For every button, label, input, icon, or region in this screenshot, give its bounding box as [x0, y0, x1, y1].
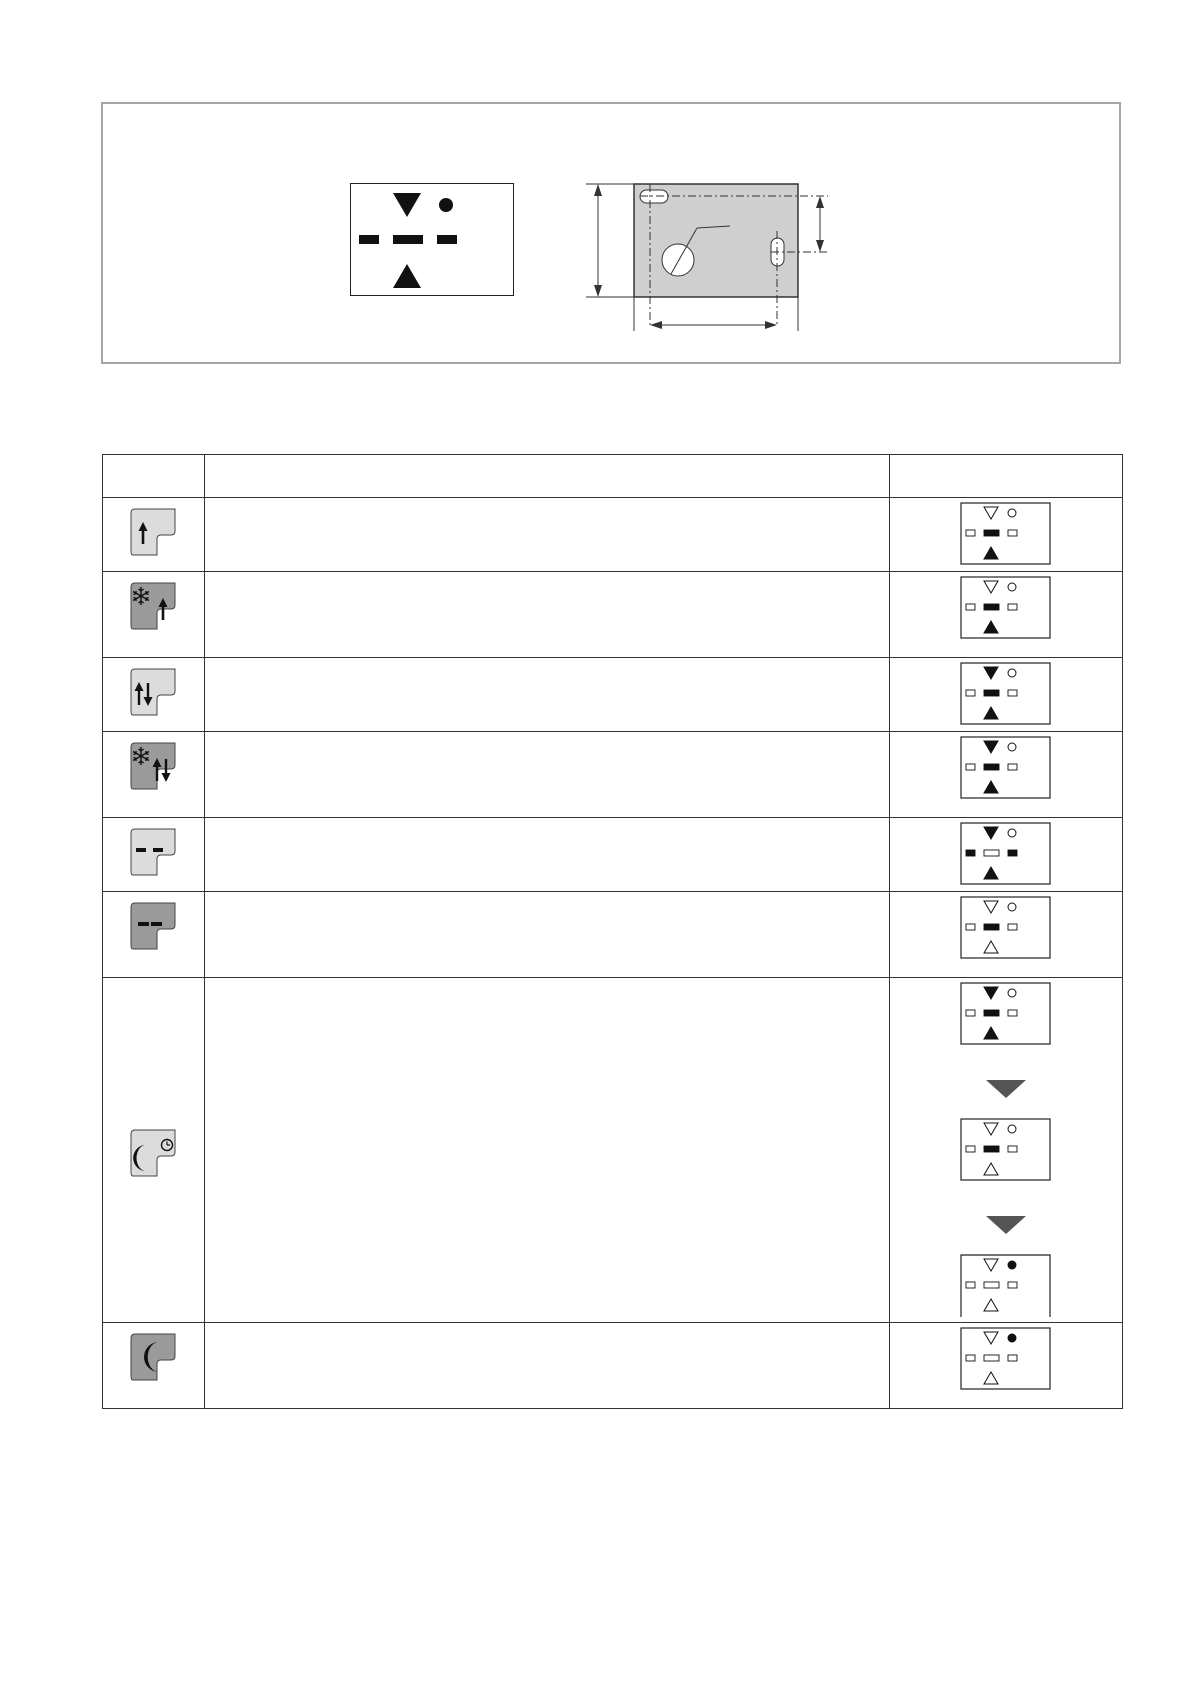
status-dot-indicator: [439, 198, 453, 212]
dash-center-indicator: [984, 1355, 999, 1361]
dash-right-indicator: [437, 235, 457, 244]
dash-center-indicator: [984, 1146, 999, 1152]
display-state: [960, 1254, 1052, 1318]
status-dot-indicator: [1008, 743, 1016, 751]
display-cell: [890, 658, 1123, 732]
button-cell: [103, 732, 205, 818]
status-dot-indicator: [1008, 829, 1016, 837]
description-cell: [205, 658, 890, 732]
dash-left-indicator: [966, 1282, 975, 1288]
display-cell: [890, 978, 1123, 1323]
dash-center-indicator: [984, 530, 999, 536]
dash-right-indicator: [1008, 850, 1017, 856]
table-row: [103, 1323, 1123, 1409]
button-cell: [103, 818, 205, 892]
dash-center-indicator: [984, 604, 999, 610]
mode-button[interactable]: [127, 668, 181, 720]
button-cell: [103, 978, 205, 1323]
dash-right-indicator: [1008, 690, 1017, 696]
dash-left-indicator: [966, 850, 975, 856]
mode-button[interactable]: [127, 582, 181, 634]
display-state: [960, 662, 1052, 726]
down-triangle-indicator: [393, 193, 421, 217]
table-header-row: [103, 455, 1123, 498]
display-state: [960, 576, 1052, 640]
table-row: [103, 818, 1123, 892]
dash-right-indicator: [1008, 604, 1017, 610]
table-row: [103, 892, 1123, 978]
mode-button[interactable]: [127, 1129, 181, 1181]
description-cell: [205, 978, 890, 1323]
dash-right-indicator: [1008, 1146, 1017, 1152]
display-cell: [890, 1323, 1123, 1409]
dash-right-indicator: [1008, 1355, 1017, 1361]
dash-center-indicator: [393, 235, 423, 244]
dash-center-indicator: [984, 850, 999, 856]
transition-arrow-icon: [984, 1214, 1028, 1236]
header-description-column: [205, 455, 890, 498]
up-triangle-indicator: [393, 264, 421, 288]
table-row: [103, 978, 1123, 1323]
dash-center-indicator: [984, 690, 999, 696]
cable-hole: [662, 244, 694, 276]
status-dot-indicator: [1008, 1261, 1016, 1269]
dash-center-indicator: [984, 1010, 999, 1016]
status-dot-indicator: [1008, 509, 1016, 517]
dash-left-indicator: [966, 1355, 975, 1361]
dash-right-indicator: [1008, 764, 1017, 770]
dash-left-indicator: [359, 235, 379, 244]
dash-center-indicator: [984, 924, 999, 930]
status-dot-indicator: [1008, 903, 1016, 911]
display-state: [960, 736, 1052, 800]
dash-left-indicator: [966, 1146, 975, 1152]
display-state: [960, 1118, 1052, 1182]
display-state: [960, 896, 1052, 960]
dash-left-indicator: [966, 604, 975, 610]
table-row: [103, 498, 1123, 572]
table-row: [103, 572, 1123, 658]
display-cell: [890, 498, 1123, 572]
button-cell: [103, 1323, 205, 1409]
description-cell: [205, 892, 890, 978]
mode-button[interactable]: [127, 742, 181, 794]
dash-right-indicator: [1008, 1010, 1017, 1016]
display-state: [960, 822, 1052, 886]
status-dot-indicator: [1008, 989, 1016, 997]
button-cell: [103, 658, 205, 732]
button-cell: [103, 498, 205, 572]
button-cell: [103, 572, 205, 658]
header-display-column: [890, 455, 1123, 498]
dash-right-indicator: [1008, 530, 1017, 536]
mode-button[interactable]: [127, 828, 181, 880]
display-state: [960, 502, 1052, 566]
description-cell: [205, 1323, 890, 1409]
mode-button[interactable]: [127, 1333, 181, 1385]
mode-button[interactable]: [127, 902, 181, 954]
display-state: [960, 1327, 1052, 1391]
display-cell: [890, 572, 1123, 658]
description-cell: [205, 732, 890, 818]
up-triangle-indicator: [984, 1299, 998, 1311]
status-dot-indicator: [1008, 1334, 1016, 1342]
dash-left-indicator: [966, 690, 975, 696]
display-state: [960, 982, 1052, 1046]
dash-right-indicator: [1008, 924, 1017, 930]
down-triangle-indicator: [984, 1259, 998, 1271]
mode-button[interactable]: [127, 508, 181, 560]
mounting-plate-drawing: [580, 176, 840, 336]
status-dot-indicator: [1008, 583, 1016, 591]
dash-left-indicator: [966, 924, 975, 930]
table-row: [103, 658, 1123, 732]
control-panel-display: [350, 183, 514, 296]
description-cell: [205, 572, 890, 658]
display-cell: [890, 732, 1123, 818]
button-cell: [103, 892, 205, 978]
description-cell: [205, 818, 890, 892]
dash-center-indicator: [984, 764, 999, 770]
table-row: [103, 732, 1123, 818]
dash-left-indicator: [966, 1010, 975, 1016]
status-dot-indicator: [1008, 669, 1016, 677]
display-cell: [890, 892, 1123, 978]
status-dot-indicator: [1008, 1125, 1016, 1133]
mode-table: [102, 454, 1123, 1409]
header-button-column: [103, 455, 205, 498]
dash-left-indicator: [966, 530, 975, 536]
dash-center-indicator: [984, 1282, 999, 1288]
display-indicators: [351, 184, 515, 297]
display-cell: [890, 818, 1123, 892]
description-cell: [205, 498, 890, 572]
dash-right-indicator: [1008, 1282, 1017, 1288]
transition-arrow-icon: [984, 1078, 1028, 1100]
dash-left-indicator: [966, 764, 975, 770]
